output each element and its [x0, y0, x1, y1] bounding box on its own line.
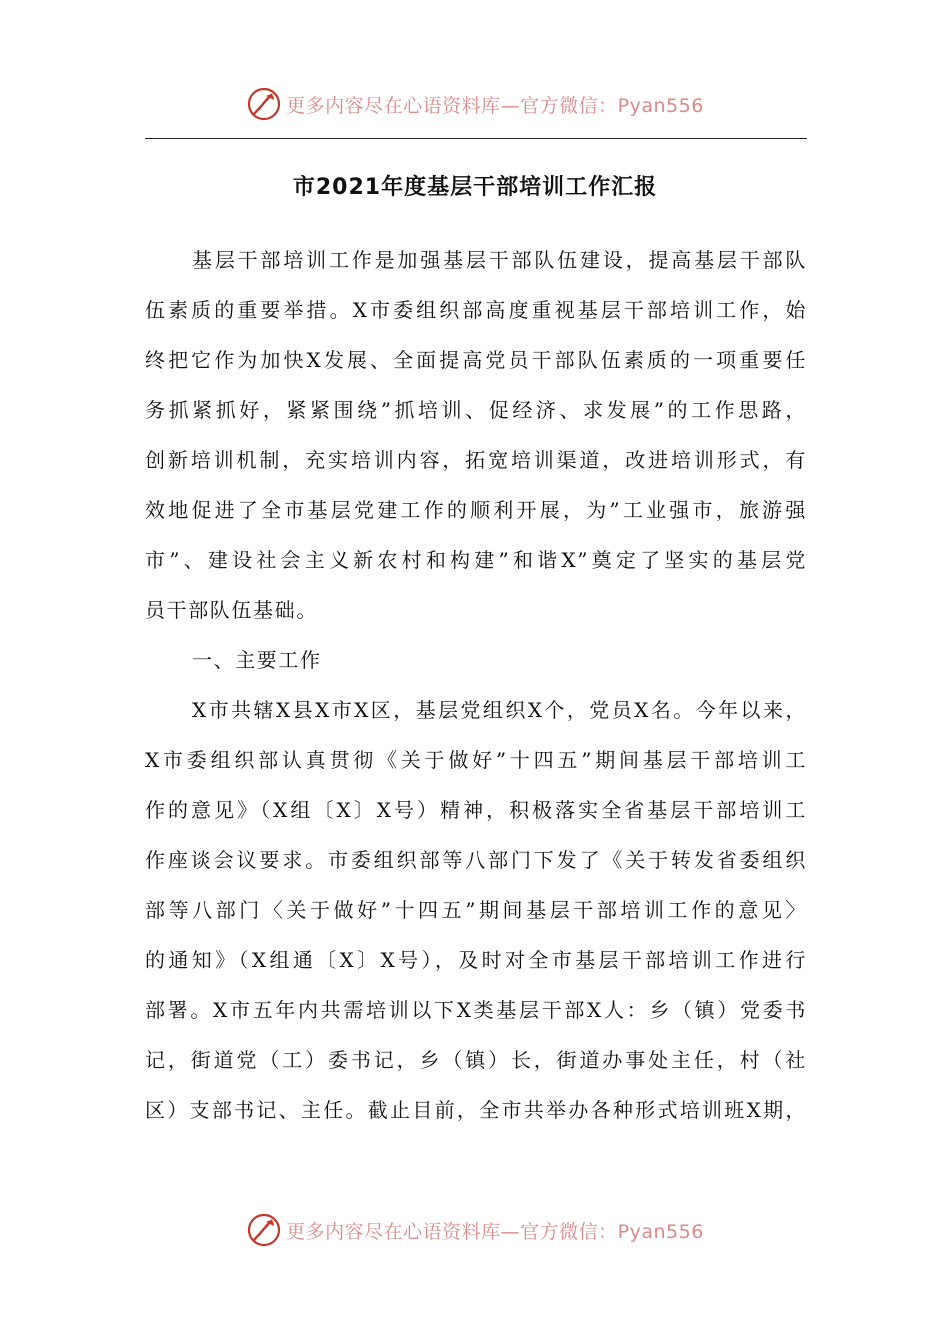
body-line: 记，街道党（工）委书记，乡（镇）长，街道办事处主任，村（社	[145, 1048, 807, 1072]
body-line: 区）支部书记、主任。截止目前，全市共举办各种形式培训班X期，	[145, 1098, 807, 1122]
section-heading: 一、主要工作	[192, 648, 322, 672]
document-title: 市2021年度基层干部培训工作汇报	[292, 175, 658, 200]
body-line: 终把它作为加快X发展、全面提高党员干部队伍素质的一项重要任	[145, 348, 807, 372]
body-line: 伍素质的重要举措。X市委组织部高度重视基层干部培训工作，始	[145, 298, 807, 322]
body-line: X市共辖X县X市X区，基层党组织X个，党员X名。今年以来，	[192, 698, 807, 722]
document-body	[145, 240, 807, 1140]
quill-logo-icon	[246, 1212, 282, 1248]
body-line: X市委组织部认真贯彻《关于做好”十四五”期间基层干部培训工	[145, 748, 807, 772]
body-line: 作座谈会议要求。市委组织部等八部门下发了《关于转发省委组织	[145, 848, 807, 872]
watermark-wechat: Pyan556	[617, 1220, 704, 1243]
footer-watermark	[0, 1210, 950, 1250]
body-line: 创新培训机制，充实培训内容，拓宽培训渠道，改进培训形式，有	[145, 448, 807, 472]
body-line: 部署。X市五年内共需培训以下X类基层干部X人：乡（镇）党委书	[145, 998, 807, 1022]
body-line: 作的意见》（X组〔X〕X号）精神，积极落实全省基层干部培训工	[145, 798, 807, 822]
header-watermark	[0, 84, 950, 124]
watermark-wechat: Pyan556	[617, 94, 704, 117]
body-line: 基层干部培训工作是加强基层干部队伍建设，提高基层干部队	[192, 248, 807, 272]
body-line: 市”、建设社会主义新农村和构建”和谐X”奠定了坚实的基层党	[145, 548, 807, 572]
watermark-text: 更多内容尽在心语资料库—官方微信：Pyan556	[286, 1220, 704, 1243]
quill-logo-icon	[246, 86, 282, 122]
body-line: 的通知》（X组通〔X〕X号），及时对全市基层干部培训工作进行	[145, 948, 807, 972]
body-line: 效地促进了全市基层党建工作的顺利开展，为”工业强市，旅游强	[145, 498, 807, 522]
watermark-text: 更多内容尽在心语资料库—官方微信：Pyan556	[286, 94, 704, 117]
body-line: 员干部队伍基础。	[145, 598, 318, 622]
body-line: 部等八部门〈关于做好”十四五”期间基层干部培训工作的意见〉	[145, 898, 807, 922]
header-rule	[145, 138, 807, 139]
body-line: 务抓紧抓好，紧紧围绕”抓培训、促经济、求发展”的工作思路，	[145, 398, 807, 422]
